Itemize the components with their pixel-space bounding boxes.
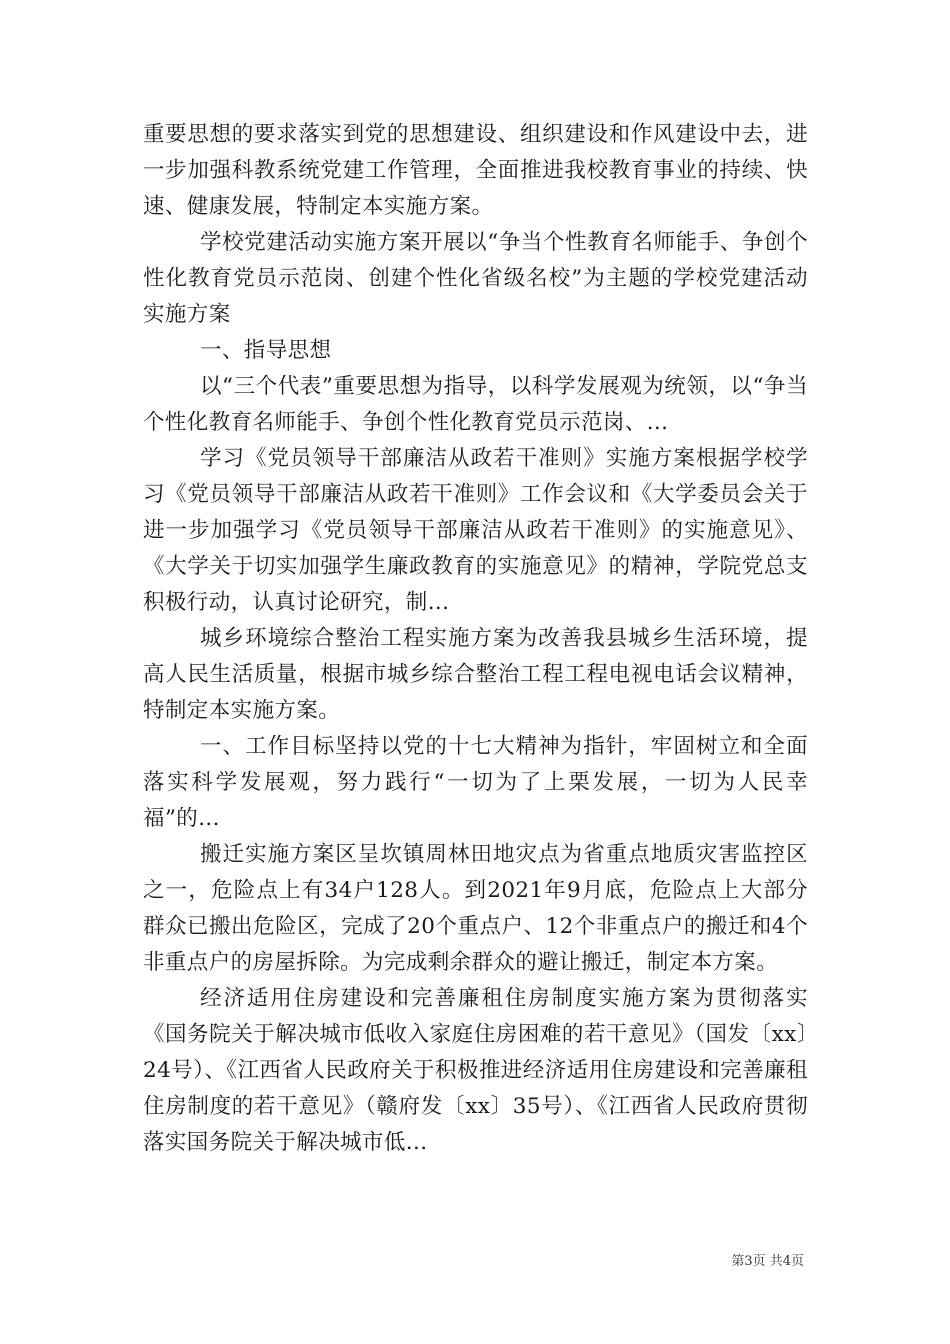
paragraph-8: 经济适用住房建设和完善廉租住房制度实施方案为贯彻落实《国务院关于解决城市低收入家庭住房困难的若干意见》（国发〔xx〕24号）、《江西省人民政府关于积极推进经济适用住房建设和完善廉租住房制度的若干意见》（赣府发〔xx〕35号）、《江西省人民政府贯彻落实国务院关于解决城市低... bbox=[143, 986, 808, 1155]
paragraph-3: 以“三个代表”重要思想为指导，以科学发展观为统领，以“争当个性化教育名师能手、争创个性化教育党员示范岗、... bbox=[143, 374, 808, 435]
paragraph-2: 学校党建活动实施方案开展以“争当个性教育名师能手、争创个性化教育党员示范岗、创建个性化省级名校”为主题的学校党建活动实施方案 bbox=[143, 230, 808, 327]
paragraph-1: 重要思想的要求落实到党的思想建设、组织建设和作风建设中去，进一步加强科教系统党建工作管理，全面推进我校教育事业的持续、快速、健康发展，特制定本实施方案。 bbox=[143, 122, 808, 219]
paragraph-5: 城乡环境综合整治工程实施方案为改善我县城乡生活环境，提高人民生活质量，根据市城乡综合整治工程工程电视电话会议精神，特制定本实施方案。 bbox=[143, 626, 808, 723]
page-number: 第3页 共4页 bbox=[731, 1254, 804, 1269]
paragraph-4: 学习《党员领导干部廉洁从政若干准则》实施方案根据学校学习《党员领导干部廉洁从政若干准则》工作会议和《大学委员会关于进一步加强学习《党员领导干部廉洁从政若干准则》的实施意见》、《大学关于切实加强学生廉政教育的实施意见》的精神，学院党总支积极行动，认真讨论研究，制... bbox=[143, 446, 808, 615]
paragraph-6: 一、工作目标坚持以党的十七大精神为指针，牢固树立和全面落实科学发展观，努力践行“一切为了上栗发展，一切为人民幸福”的... bbox=[143, 734, 808, 831]
document-body bbox=[143, 117, 808, 1161]
paragraph-7: 搬迁实施方案区呈坎镇周林田地灾点为省重点地质灾害监控区之一，危险点上有34户128人。到2021年9月底，危险点上大部分群众已搬出危险区，完成了20个重点户、12个非重点户的搬迁和4个非重点户的房屋拆除。为完成剩余群众的避让搬迁，制定本方案。 bbox=[143, 842, 808, 975]
section-heading-guiding-thought: 一、指导思想 bbox=[200, 338, 332, 363]
